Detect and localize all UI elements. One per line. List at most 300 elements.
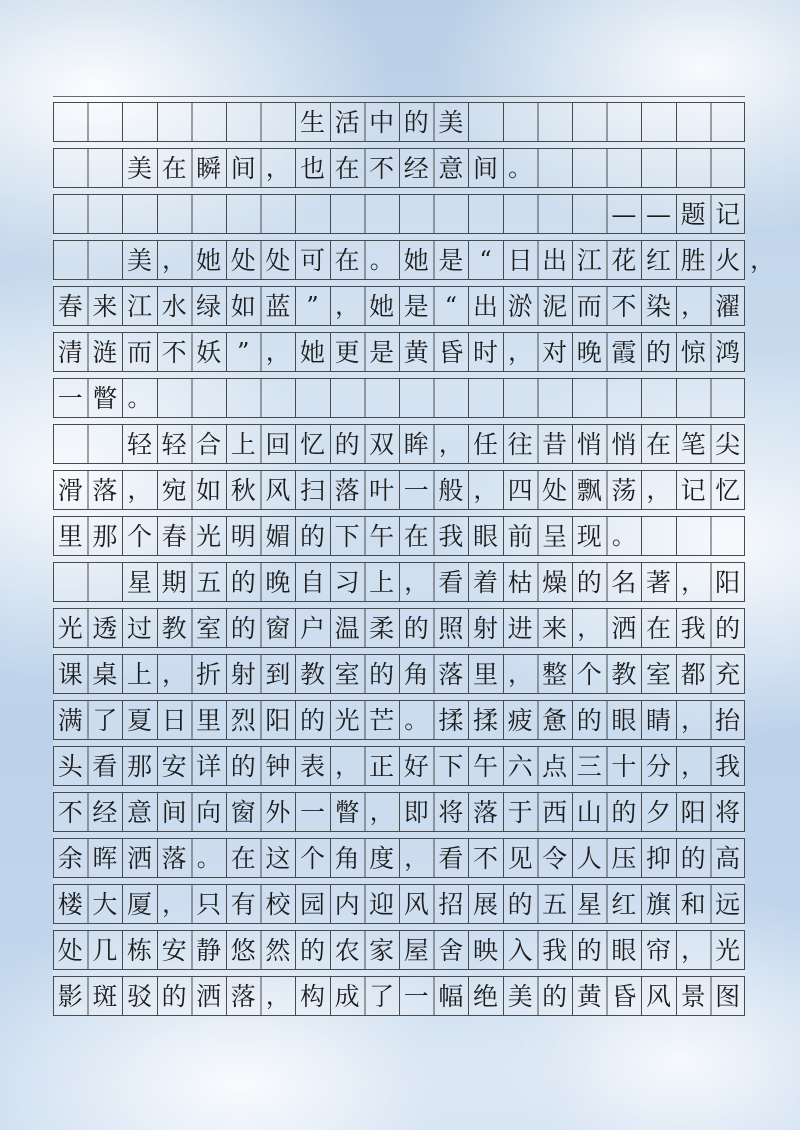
grid-character: 。 xyxy=(611,522,636,550)
grid-character: 惊 xyxy=(680,337,706,367)
essay-text-row xyxy=(53,516,745,556)
grid-character: 见 xyxy=(507,843,533,873)
grid-character: 滑 xyxy=(57,475,83,505)
grid-character: 外 xyxy=(265,797,291,827)
grid-character: 现 xyxy=(576,521,602,551)
grid-character: 远 xyxy=(715,889,741,919)
grid-character: 眼 xyxy=(611,705,637,735)
grid-character: 室 xyxy=(334,659,360,689)
grid-character: 进 xyxy=(507,613,533,643)
grid-character: 招 xyxy=(438,889,464,919)
grid-character: 瞥 xyxy=(92,383,118,413)
grid-character: 媚 xyxy=(265,521,291,551)
grid-character: 明 xyxy=(230,521,256,551)
grid-character: 风 xyxy=(265,475,291,505)
grid-character: 的 xyxy=(611,797,637,827)
grid-character: 的 xyxy=(403,613,429,643)
grid-character: 中 xyxy=(369,107,395,137)
grid-character: 窗 xyxy=(230,797,256,827)
grid-character: 悄 xyxy=(611,429,637,459)
grid-character: 期 xyxy=(161,567,187,597)
grid-character: 上 xyxy=(369,567,395,597)
grid-character: 间 xyxy=(230,153,256,183)
grid-character: 风 xyxy=(403,889,429,919)
grid-character: 出 xyxy=(472,291,498,321)
grid-character: 的 xyxy=(576,935,602,965)
grid-character: 那 xyxy=(126,751,152,781)
grid-character: 如 xyxy=(196,475,222,505)
grid-character: — xyxy=(645,199,671,229)
grid-character: 折 xyxy=(196,659,222,689)
grid-character: 揉 xyxy=(438,705,464,735)
grid-character: 间 xyxy=(161,797,187,827)
grid-character: ， xyxy=(438,430,463,458)
grid-character: “ xyxy=(479,246,492,274)
grid-character: 头 xyxy=(57,751,83,781)
grid-character: 任 xyxy=(472,429,498,459)
grid-character: 课 xyxy=(57,659,83,689)
grid-character: 蓝 xyxy=(265,291,291,321)
grid-character: 旗 xyxy=(645,889,671,919)
grid-character: 校 xyxy=(265,889,291,919)
grid-character: 我 xyxy=(680,613,706,643)
grid-character: 将 xyxy=(438,797,464,827)
grid-character: 温 xyxy=(334,613,360,643)
grid-character: 光 xyxy=(196,521,222,551)
grid-character: 落 xyxy=(438,659,464,689)
grid-character: 上 xyxy=(230,429,256,459)
grid-character: 里 xyxy=(196,705,222,735)
grid-character: 室 xyxy=(196,613,222,643)
grid-character: 这 xyxy=(265,843,291,873)
grid-character: ， xyxy=(577,614,602,642)
grid-character: 的 xyxy=(230,751,256,781)
grid-character: ， xyxy=(473,476,498,504)
grid-character: 那 xyxy=(92,521,118,551)
grid-character: 的 xyxy=(334,429,360,459)
grid-character: 了 xyxy=(369,981,395,1011)
grid-character: 来 xyxy=(542,613,568,643)
grid-character: 风 xyxy=(645,981,671,1011)
grid-character: 六 xyxy=(507,751,533,781)
grid-character: 眼 xyxy=(472,521,498,551)
grid-character: 的 xyxy=(645,337,671,367)
grid-character: 压 xyxy=(611,843,637,873)
grid-character: 处 xyxy=(265,245,291,275)
grid-character: 静 xyxy=(196,935,222,965)
grid-character: 的 xyxy=(576,705,602,735)
grid-character: 而 xyxy=(126,337,152,367)
essay-grid-paper xyxy=(53,96,775,1016)
grid-character: 展 xyxy=(472,889,498,919)
grid-character: ， xyxy=(681,568,706,596)
grid-character: 楼 xyxy=(57,889,83,919)
grid-character: 昏 xyxy=(611,981,637,1011)
grid-character: 不 xyxy=(472,843,498,873)
grid-character: 阳 xyxy=(265,705,291,735)
grid-character: 和 xyxy=(680,889,706,919)
grid-character: ， xyxy=(265,154,290,182)
grid-character: 令 xyxy=(542,843,568,873)
grid-character: 轻 xyxy=(126,429,152,459)
grid-character: 阳 xyxy=(680,797,706,827)
grid-character: 绿 xyxy=(196,291,222,321)
grid-character: 到 xyxy=(265,659,291,689)
grid-character: 濯 xyxy=(715,291,741,321)
grid-character: 桌 xyxy=(92,659,118,689)
grid-character: 笔 xyxy=(680,429,706,459)
grid-character: 黄 xyxy=(576,981,602,1011)
grid-character: 经 xyxy=(92,797,118,827)
grid-character: 霞 xyxy=(611,337,637,367)
grid-character: 。 xyxy=(508,154,533,182)
grid-character: 落 xyxy=(334,475,360,505)
grid-character: 眸 xyxy=(403,429,429,459)
grid-character: 看 xyxy=(438,567,464,597)
grid-character: 下 xyxy=(438,751,464,781)
grid-character: 阳 xyxy=(715,567,741,597)
grid-character: 在 xyxy=(161,153,187,183)
grid-character: 记 xyxy=(680,475,706,505)
grid-character: 成 xyxy=(334,981,360,1011)
grid-character: 记 xyxy=(715,199,741,229)
grid-character: 下 xyxy=(334,521,360,551)
grid-character: 个 xyxy=(126,521,152,551)
essay-text-row xyxy=(53,838,745,878)
grid-character: 的 xyxy=(299,521,325,551)
grid-character: 点 xyxy=(542,751,568,781)
grid-character: 一 xyxy=(299,797,325,827)
grid-character: 妖 xyxy=(196,337,222,367)
grid-character: ， xyxy=(335,292,360,320)
essay-text-row xyxy=(53,148,745,188)
grid-character: 大 xyxy=(92,889,118,919)
grid-character: 意 xyxy=(126,797,152,827)
grid-character: 一 xyxy=(403,981,429,1011)
grid-character: 染 xyxy=(645,291,671,321)
grid-character: 黄 xyxy=(403,337,429,367)
grid-character: 安 xyxy=(161,751,187,781)
grid-character: 幅 xyxy=(438,981,464,1011)
grid-character: 一 xyxy=(403,475,429,505)
grid-character: 教 xyxy=(161,613,187,643)
grid-character: 好 xyxy=(403,751,429,781)
grid-character: 射 xyxy=(472,613,498,643)
essay-text-row xyxy=(53,470,745,510)
grid-character: 景 xyxy=(680,981,706,1011)
grid-character: 不 xyxy=(369,153,395,183)
grid-character: 的 xyxy=(403,107,429,137)
essay-text-row xyxy=(53,194,745,234)
grid-character: 园 xyxy=(299,889,325,919)
grid-character: 钟 xyxy=(265,751,291,781)
grid-character: 秋 xyxy=(230,475,256,505)
grid-character: 处 xyxy=(230,245,256,275)
grid-character: 过 xyxy=(126,613,152,643)
essay-text-row xyxy=(53,608,745,648)
grid-character: 里 xyxy=(472,659,498,689)
grid-character: 她 xyxy=(299,337,325,367)
grid-character: 星 xyxy=(576,889,602,919)
grid-character: 向 xyxy=(196,797,222,827)
grid-character: 的 xyxy=(542,981,568,1011)
grid-character: 教 xyxy=(299,659,325,689)
grid-character: 疲 xyxy=(507,705,533,735)
grid-character: 更 xyxy=(334,337,360,367)
grid-character: 驳 xyxy=(126,981,152,1011)
grid-character: ， xyxy=(162,890,187,918)
grid-character: 里 xyxy=(57,521,83,551)
grid-character: 斑 xyxy=(92,981,118,1011)
grid-character: 鸿 xyxy=(715,337,741,367)
grid-character: 几 xyxy=(92,935,118,965)
grid-character: 春 xyxy=(57,291,83,321)
grid-character: 一 xyxy=(57,383,83,413)
grid-character: 是 xyxy=(403,291,429,321)
grid-character: 泥 xyxy=(542,291,568,321)
grid-character: 屋 xyxy=(403,935,429,965)
grid-character: 落 xyxy=(92,475,118,505)
grid-character: 我 xyxy=(542,935,568,965)
grid-character: 然 xyxy=(265,935,291,965)
grid-character: 了 xyxy=(92,705,118,735)
grid-character: 度 xyxy=(369,843,395,873)
grid-character: 红 xyxy=(645,245,671,275)
grid-character: 题 xyxy=(680,199,706,229)
grid-character: 忆 xyxy=(299,429,325,459)
grid-character: 的 xyxy=(299,935,325,965)
grid-character: 午 xyxy=(369,521,395,551)
grid-character: 呈 xyxy=(542,521,568,551)
grid-character: 余 xyxy=(57,843,83,873)
grid-character: 在 xyxy=(645,613,671,643)
grid-character: 高 xyxy=(715,843,741,873)
grid-character: 来 xyxy=(92,291,118,321)
grid-character: 瞬 xyxy=(196,153,222,183)
grid-character: 。 xyxy=(404,706,429,734)
grid-character: 往 xyxy=(507,429,533,459)
grid-character: 角 xyxy=(403,659,429,689)
grid-character: 映 xyxy=(472,935,498,965)
grid-character: 的 xyxy=(507,889,533,919)
grid-character: 眼 xyxy=(611,935,637,965)
grid-character: 看 xyxy=(438,843,464,873)
essay-text-row xyxy=(53,286,745,326)
grid-character: 看 xyxy=(92,751,118,781)
grid-character: 荡 xyxy=(611,475,637,505)
grid-character: 火 xyxy=(715,245,741,275)
grid-character: 在 xyxy=(230,843,256,873)
grid-character: 对 xyxy=(542,337,568,367)
grid-character: 日 xyxy=(507,245,533,275)
grid-character: 透 xyxy=(92,613,118,643)
essay-text-row xyxy=(53,976,745,1016)
grid-character: 春 xyxy=(161,521,187,551)
grid-character: 绝 xyxy=(472,981,498,1011)
grid-character: 五 xyxy=(196,567,222,597)
grid-character: 落 xyxy=(230,981,256,1011)
grid-character: 有 xyxy=(230,889,256,919)
grid-character: 燥 xyxy=(542,567,568,597)
essay-text-row xyxy=(53,792,745,832)
grid-character: 的 xyxy=(299,705,325,735)
grid-character: 是 xyxy=(438,245,464,275)
grid-character: ， xyxy=(335,752,360,780)
grid-character: 涟 xyxy=(92,337,118,367)
grid-character: 经 xyxy=(403,153,429,183)
grid-character: 详 xyxy=(196,751,222,781)
grid-character: 抑 xyxy=(645,843,671,873)
grid-character: 夕 xyxy=(645,797,671,827)
grid-character: 内 xyxy=(334,889,360,919)
grid-character: 光 xyxy=(334,705,360,735)
grid-character: 室 xyxy=(645,659,671,689)
grid-character: 揉 xyxy=(472,705,498,735)
grid-character: 著 xyxy=(645,567,671,597)
grid-character: 图 xyxy=(715,981,741,1011)
grid-character: 的 xyxy=(230,613,256,643)
grid-character: 的 xyxy=(369,659,395,689)
grid-character: 她 xyxy=(196,245,222,275)
grid-character: 洒 xyxy=(196,981,222,1011)
grid-character: 人 xyxy=(576,843,602,873)
grid-character: 正 xyxy=(369,751,395,781)
grid-character: 轻 xyxy=(161,429,187,459)
grid-character: 生 xyxy=(299,107,325,137)
grid-character: 她 xyxy=(369,291,395,321)
grid-character: 安 xyxy=(161,935,187,965)
grid-character: 回 xyxy=(265,429,291,459)
grid-character: 构 xyxy=(299,981,325,1011)
grid-character: 的 xyxy=(161,981,187,1011)
grid-character: 名 xyxy=(611,567,637,597)
grid-character: 午 xyxy=(472,751,498,781)
grid-character: 户 xyxy=(299,613,325,643)
grid-character: 角 xyxy=(334,843,360,873)
grid-character: 自 xyxy=(299,567,325,597)
grid-character: 叶 xyxy=(369,475,395,505)
essay-text-row xyxy=(53,700,745,740)
grid-character: 帘 xyxy=(645,935,671,965)
grid-character: 洒 xyxy=(126,843,152,873)
grid-character: 我 xyxy=(715,751,741,781)
grid-character: 她 xyxy=(403,245,429,275)
grid-character: 瞥 xyxy=(334,797,360,827)
grid-character: 。 xyxy=(127,384,152,412)
grid-character: ， xyxy=(127,476,152,504)
grid-character: 昏 xyxy=(438,337,464,367)
grid-character: ， xyxy=(508,338,533,366)
grid-character: 出 xyxy=(542,245,568,275)
grid-character: 的 xyxy=(680,843,706,873)
grid-character: 江 xyxy=(126,291,152,321)
grid-character: 光 xyxy=(57,613,83,643)
grid-character: ， xyxy=(404,568,429,596)
grid-character: 的 xyxy=(715,613,741,643)
grid-character: 美 xyxy=(507,981,533,1011)
grid-character: 活 xyxy=(334,107,360,137)
grid-character: 悠 xyxy=(230,935,256,965)
grid-character: 都 xyxy=(680,659,706,689)
grid-character: 光 xyxy=(715,935,741,965)
grid-character: 睛 xyxy=(645,705,671,735)
grid-character: 可 xyxy=(299,245,325,275)
grid-character: 星 xyxy=(126,567,152,597)
grid-character: 分 xyxy=(645,751,671,781)
grid-character: ” xyxy=(237,338,250,366)
grid-character: 。 xyxy=(369,246,394,274)
essay-text-row xyxy=(53,562,745,602)
grid-character: ， xyxy=(681,292,706,320)
grid-character: 双 xyxy=(369,429,395,459)
grid-character: 不 xyxy=(57,797,83,827)
grid-character: 舍 xyxy=(438,935,464,965)
grid-character: ， xyxy=(681,752,706,780)
grid-character: 落 xyxy=(161,843,187,873)
grid-character: 意 xyxy=(438,153,464,183)
grid-character: 芒 xyxy=(369,705,395,735)
essay-title-row xyxy=(53,102,745,142)
grid-character: 合 xyxy=(196,429,222,459)
grid-character: 栋 xyxy=(126,935,152,965)
grid-character: 尖 xyxy=(715,429,741,459)
grid-character: 西 xyxy=(542,797,568,827)
grid-character: 表 xyxy=(299,751,325,781)
grid-character: 充 xyxy=(715,659,741,689)
grid-character: 窗 xyxy=(265,613,291,643)
grid-character: 晚 xyxy=(576,337,602,367)
grid-character: 照 xyxy=(438,613,464,643)
grid-character: 悄 xyxy=(576,429,602,459)
grid-character: ， xyxy=(265,338,290,366)
grid-character: 美 xyxy=(126,153,152,183)
grid-character: 在 xyxy=(403,521,429,551)
grid-character: ， xyxy=(404,844,429,872)
grid-character: ， xyxy=(265,982,290,1010)
grid-character: 四 xyxy=(507,475,533,505)
essay-text-row xyxy=(53,424,745,464)
grid-character: 满 xyxy=(57,705,83,735)
grid-character: 日 xyxy=(161,705,187,735)
grid-character: 的 xyxy=(230,567,256,597)
grid-character: 水 xyxy=(161,291,187,321)
grid-character: 是 xyxy=(369,337,395,367)
grid-character: 宛 xyxy=(161,475,187,505)
grid-character: ， xyxy=(162,660,187,688)
essay-text-row xyxy=(53,746,745,786)
grid-character: 不 xyxy=(611,291,637,321)
essay-text-row xyxy=(53,332,745,372)
grid-character: 间 xyxy=(472,153,498,183)
grid-character: 整 xyxy=(542,659,568,689)
grid-character: 农 xyxy=(334,935,360,965)
grid-character: 前 xyxy=(507,521,533,551)
essay-text-row xyxy=(53,884,745,924)
grid-character: 晖 xyxy=(92,843,118,873)
grid-character: ， xyxy=(508,660,533,688)
grid-character: 三 xyxy=(576,751,602,781)
grid-character: 即 xyxy=(403,797,429,827)
grid-character: 昔 xyxy=(542,429,568,459)
grid-character: 而 xyxy=(576,291,602,321)
grid-character: 抬 xyxy=(715,705,741,735)
grid-character: — xyxy=(611,199,637,229)
grid-character: 于 xyxy=(507,797,533,827)
grid-character: 如 xyxy=(230,291,256,321)
grid-character: 入 xyxy=(507,935,533,965)
grid-character: 晚 xyxy=(265,567,291,597)
grid-character: 落 xyxy=(472,797,498,827)
